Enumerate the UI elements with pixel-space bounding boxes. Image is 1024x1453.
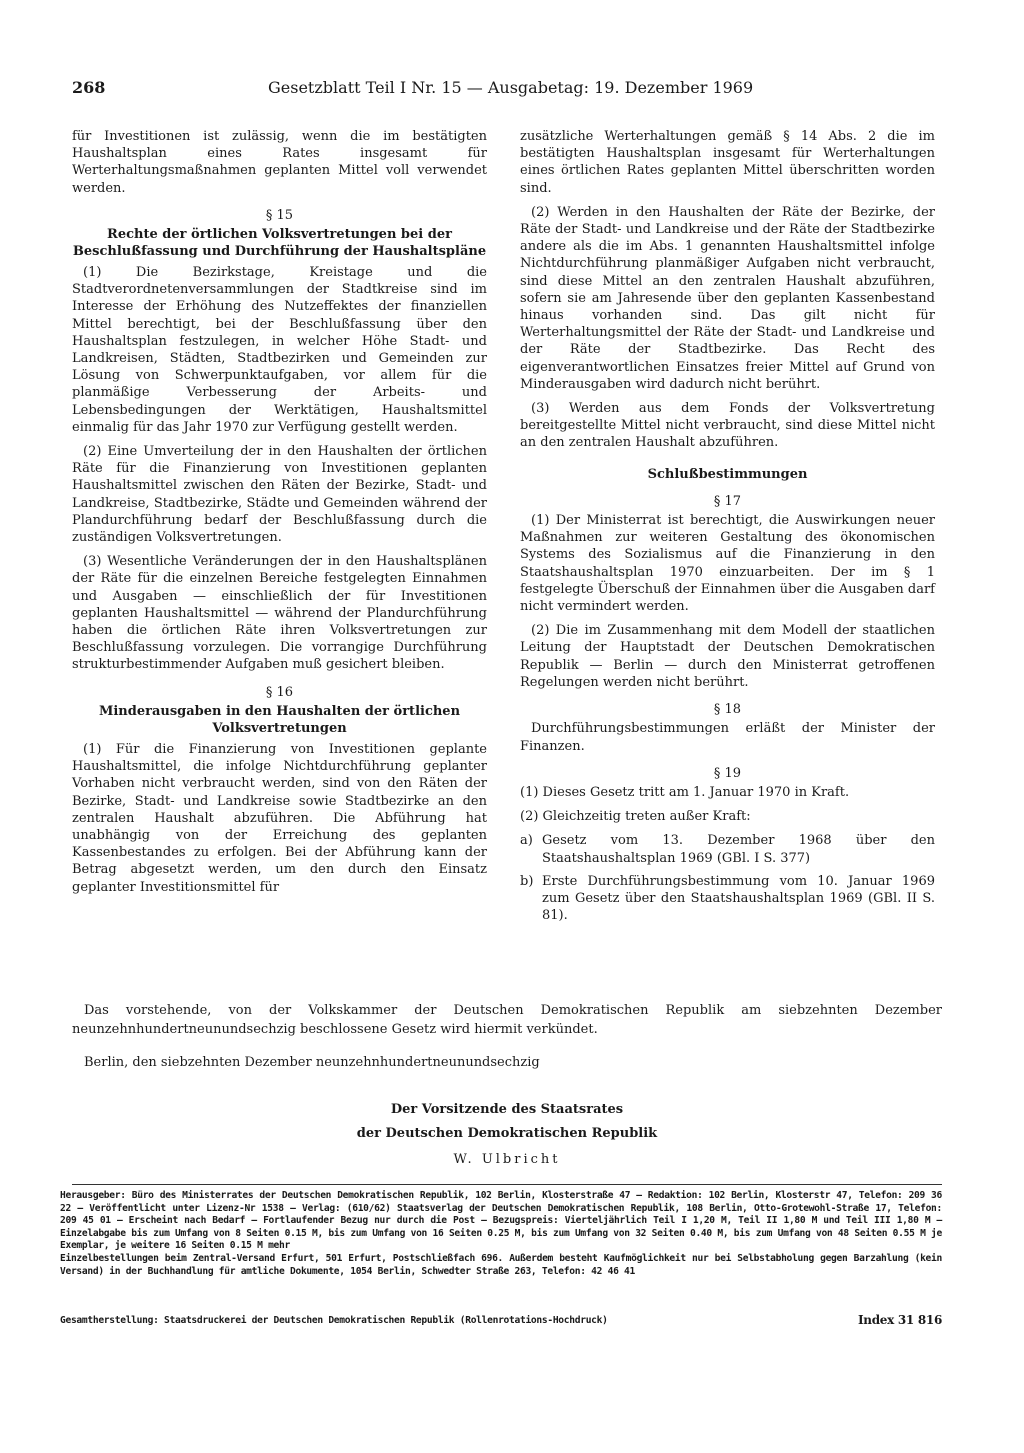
right-column — [520, 128, 935, 930]
order-information: Einzelbestellungen beim Zentral-Versand Erfurt, 501 Erfurt, Postschließfach 696. Außerdem besteht Kaufmöglichkeit nur bei Selbstabholung gegen Barzahlung (kein Versand) in der Buchhandlung für amtliche Dokumente, 1054 Berlin, Schwedter Straße 263, Telefon: 42 46 41 — [60, 1252, 942, 1277]
signatory-title-line-1: Der Vorsitzende des Staatsrates — [390, 1102, 624, 1117]
gazette-title: Gesetzblatt Teil I Nr. 15 — Ausgabetag: 19. Dezember 1969 — [268, 78, 754, 97]
section-17-paragraph-2: (2) Die im Zusammenhang mit dem Modell der staatlichen Leitung der Hauptstadt der Deutschen Demokratischen Republik — Berlin — durch den Ministerrat getroffenen Regelungen werden nicht berührt. — [520, 623, 935, 690]
left-column — [72, 128, 487, 903]
section-16-number: § 16 — [265, 684, 294, 700]
section-15-title: Rechte der örtlichen Volksvertretungen bei der Beschlußfassung und Durchführung der Haushaltspläne — [72, 227, 487, 260]
repeal-item-b — [520, 873, 935, 925]
imprint-divider — [72, 1184, 942, 1185]
place-and-date: Berlin, den siebzehnten Dezember neunzehnhundertneunundsechzig — [84, 1055, 540, 1070]
imprint — [60, 1190, 942, 1278]
section-16-paragraph-3: (3) Werden aus dem Fonds der Volksvertretung bereitgestellte Mittel nicht verbraucht, sind diese Mittel nicht an den zentralen Haushalt abzuführen. — [520, 401, 935, 451]
list-label: a) — [520, 833, 533, 849]
repeal-item-a — [520, 832, 935, 866]
section-15-paragraph-2: (2) Eine Umverteilung der in den Haushalten der örtlichen Räte für die Finanzierung von Investitionen geplanten Haushaltsmittel zwischen den Räten der Bezirke, Stadt- und Landkreise, Stadtbezirke, Städte und Gemeinden während der Plandurchführung bedarf der Beschlußfassung durch die zuständigen Volksvertretungen. — [72, 444, 487, 546]
index-number: Index 31 816 — [857, 1313, 942, 1327]
imprint-footer — [60, 1314, 942, 1327]
section-19-paragraph-2: (2) Gleichzeitig treten außer Kraft: — [520, 809, 751, 825]
section-16-continuation: zusätzliche Werterhaltungen gemäß § 14 Abs. 2 die im bestätigten Haushaltsplan insgesamt für Werterhaltungen eines örtlichen Rates geplanten Mittel überschritten worden sind. — [520, 129, 935, 196]
section-15-number: § 15 — [265, 207, 294, 223]
section-19-number: § 19 — [713, 765, 742, 781]
printer-credit: Gesamtherstellung: Staatsdruckerei der Deutschen Demokratischen Republik (Rollenrotations-Hochdruck) — [60, 1315, 608, 1326]
continued-paragraph: für Investitionen ist zulässig, wenn die im bestätigten Haushaltsplan eines Rates insgesamt für Werterhaltungsmaßnahmen geplanten Mittel voll verwendet werden. — [72, 129, 487, 196]
enactment-clause — [72, 1001, 942, 1086]
list-label: b) — [520, 873, 534, 889]
section-19-paragraph-1: (1) Dieses Gesetz tritt am 1. Januar 1970 in Kraft. — [520, 784, 850, 800]
final-provisions-heading: Schlußbestimmungen — [647, 466, 808, 482]
section-16-paragraph-1: (1) Für die Finanzierung von Investitionen geplante Haushaltsmittel, die infolge Nichtdurchführung geplanter Vorhaben nicht verbraucht werden, sind von den Räten der Bezirke, Stadt- und Landkreise sowie Stadtbezirke an den zentralen Haushalt abzuführen. Die Abführung hat unabhängig von der Erreichung des geplanten Kassenbestandes zu erfolgen. Bei der Abführung kann der Betrag abgesetzt werden, um den durch den Einsatz geplanter Investitionsmittel für — [72, 741, 487, 895]
publisher-imprint: Herausgeber: Büro des Ministerrates der Deutschen Demokratischen Republik, 102 Berlin, Klosterstraße 47 – Redaktion: 102 Berlin, Klosterstr 47, Telefon: 209 36 22 – Veröffentlicht unter Lizenz-Nr 1538 – Verlag: (610/62) Staatsverlag der Deutschen Demokratischen Republik, 108 Berlin, Otto-Grotewohl-Straße 17, Telefon: 209 45 01 – Erscheint nach Bedarf – Fortlaufender Bezug nur durch die Post – Bezugspreis: Vierteljährlich Teil I 1,20 M, Teil II 1,80 M und Teil III 1,80 M – Einzelabgabe bis zum Umfang von 8 Seiten 0.15 M, bis zum Umfang von 16 Seiten 0.25 M, bis zum Umfang von 32 Seiten 0.40 M, bis zum Umfang von 48 Seiten 0.55 M je Exemplar, je weitere 16 Seiten 0.15 M mehr — [60, 1190, 942, 1252]
section-18-number: § 18 — [713, 702, 742, 718]
section-18-paragraph: Durchführungsbestimmungen erläßt der Minister der Finanzen. — [520, 721, 935, 754]
page-number: 268 — [72, 78, 106, 97]
enactment-text: Das vorstehende, von der Volkskammer der Deutschen Demokratischen Republik am siebzehnten Dezember neunzehnhundertneunundsechzig beschlossene Gesetz wird hiermit verkündet. — [72, 1003, 942, 1037]
section-16-title: Minderausgaben in den Haushalten der örtlichen Volksvertretungen — [98, 703, 461, 736]
signatory-name: W. Ulbricht — [453, 1152, 561, 1167]
section-17-paragraph-1: (1) Der Ministerrat ist berechtigt, die Auswirkungen neuer Maßnahmen zur weiteren Gestaltung des ökonomischen Systems des Sozialismus auf die Finanzierung in den Staatshaushaltsplan 1970 einzuarbeiten. Der im § 1 festgelegte Überschuß der Einnahmen über die Ausgaben darf nicht vermindert werden. — [520, 513, 935, 615]
list-text: Gesetz vom 13. Dezember 1968 über den Staatshaushaltsplan 1969 (GBl. I S. 377) — [542, 833, 935, 866]
section-17-number: § 17 — [713, 493, 742, 509]
section-16-paragraph-2: (2) Werden in den Haushalten der Räte der Bezirke, der Räte der Stadt- und Landkreise und der Räte der Stadtbezirke andere als die im Abs. 1 genannten Haushaltsmittel infolge Nichtdurchführung planmäßiger Aufgaben nicht verbraucht, sind diese Mittel an den zentralen Haushalt abzuführen, sofern sie am Jahresende über den geplanten Kassenbestand hinaus vorhanden sind. Das gilt nicht für Werterhaltungsmittel der Räte der Stadt- und Landkreise und der Räte der Stadtbezirke. Das Recht des eigenverantwortlichen Einsatzes freier Mittel auf Grund von Minderausgaben wird dadurch nicht berührt. — [520, 204, 935, 392]
signature-block — [72, 1098, 942, 1172]
page-header — [72, 77, 942, 99]
list-text: Erste Durchführungsbestimmung vom 10. Januar 1969 zum Gesetz über den Staatshaushaltsplan 1969 (GBl. II S. 81). — [542, 873, 935, 924]
section-15-paragraph-1: (1) Die Bezirkstage, Kreistage und die Stadtverordnetenversammlungen der Stadtkreise sind im Interesse der Erhöhung des Nutzeffektes der finanziellen Mittel berechtigt, bei der Beschlußfassung über den Haushaltsplan festzulegen, in welcher Höhe Stadt- und Landkreisen, Städten, Stadtbezirken und Gemeinden zur Lösung von Schwerpunktaufgaben, vor allem für die planmäßige Verbesserung der Arbeits- und Lebensbedingungen der Werktätigen, Haushaltsmittel einmalig für das Jahr 1970 zur Verfügung gestellt werden. — [72, 265, 487, 435]
section-15-paragraph-3: (3) Wesentliche Veränderungen der in den Haushaltsplänen der Räte für die einzelnen Bereiche festgelegten Einnahmen und Ausgaben — einschließlich der für Investitionen geplanten Haushaltsmittel — während der Plandurchführung haben die örtlichen Räte ihren Volksvertretungen zur Beschlußfassung vorzulegen. Die vorrangige Durchführung strukturbestimmender Aufgaben muß gesichert bleiben. — [72, 554, 487, 673]
signatory-title-line-2: der Deutschen Demokratischen Republik — [356, 1126, 658, 1141]
